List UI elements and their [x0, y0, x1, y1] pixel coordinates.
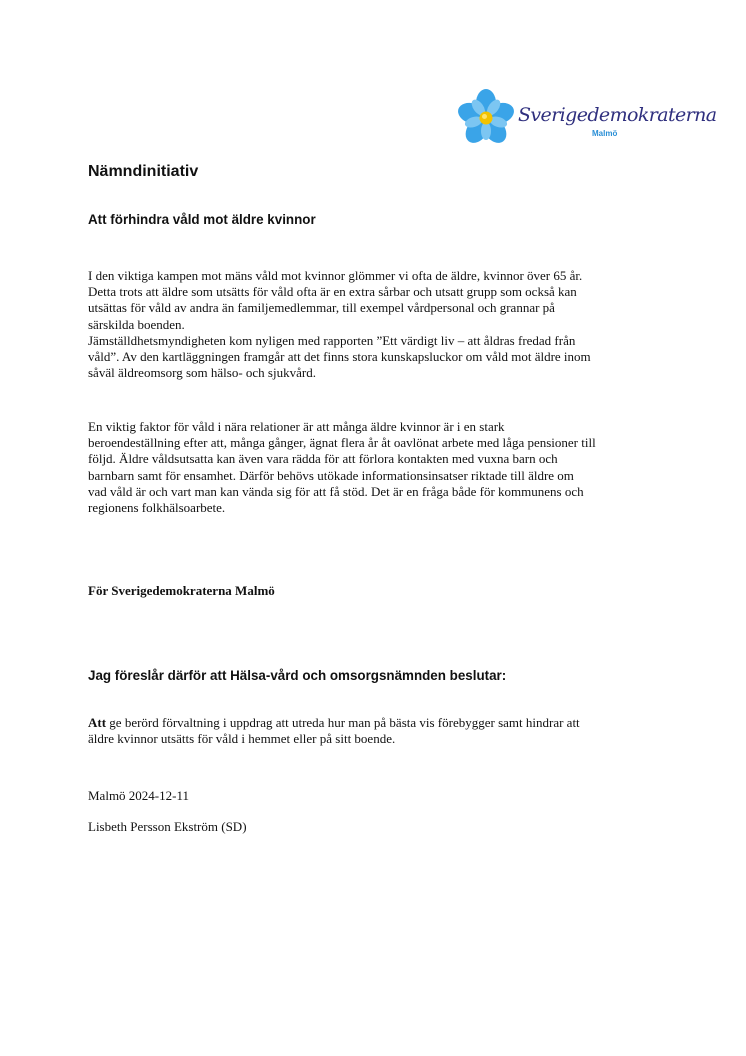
paragraph-factors: [88, 419, 668, 516]
document-date: Malmö 2024-12-11: [88, 788, 189, 803]
text-line: vad våld är och vart man kan vända sig för att få stöd. Det är en fråga både för kommunens och: [88, 483, 584, 499]
text-line: I den viktiga kampen mot mäns våld mot kvinnor glömmer vi ofta de äldre, kvinnor över 65 år.: [88, 268, 583, 283]
text-line: utsättas för våld av andra än familjemedlemmar, till exempel vårdpersonal och grannar på: [88, 300, 555, 316]
text-line: såväl äldreomsorg som hälso- och sjukvård.: [88, 365, 316, 381]
text-line: följd. Äldre våldsutsatta kan även vara rädda för att förlora kontakten med vuxna barn och: [88, 451, 558, 467]
document-author: Lisbeth Persson Ekström (SD): [88, 819, 247, 834]
text-line: våld”. Av den kartläggningen framgår att det finns stora kunskapsluckor om våld mot äldre inom: [88, 349, 591, 365]
text-line: [88, 715, 668, 731]
proposal-line-1: ge berörd förvaltning i uppdrag att utreda hur man på bästa vis förebygger samt hindrar att: [106, 715, 580, 730]
proposal-lead: Att: [88, 715, 107, 730]
text-line: Jämställdhetsmyndigheten kom nyligen med rapporten ”Ett värdigt liv – att åldras fredad från: [88, 332, 576, 348]
text-line: Detta trots att äldre som utsätts för våld ofta är en extra sårbar och utsatt grupp som också kan: [88, 284, 577, 300]
logo-city: Malmö: [592, 129, 618, 138]
text-line: regionens folkhälsoarbete.: [88, 500, 226, 516]
proposal-text: [88, 715, 668, 747]
proposal-line-2: äldre kvinnor utsätts för våld i hemmet eller på sitt boende.: [88, 731, 396, 747]
paragraph-background: [88, 268, 668, 381]
party-logo: [458, 88, 717, 150]
proposal-heading: Jag föreslår därför att Hälsa-vård och omsorgsnämnden beslutar:: [88, 668, 507, 683]
document-subtitle: Att förhindra våld mot äldre kvinnor: [88, 212, 316, 227]
text-line: barnbarn samt för ensamhet. Därför behövs utökade informationsinsatser riktade till äldre om: [88, 467, 574, 483]
flower-icon: [458, 88, 520, 150]
logo-wordmark: Sverigedemokraterna: [518, 104, 717, 126]
text-line: En viktig faktor för våld i nära relationer är att många äldre kvinnor är i en stark: [88, 419, 505, 434]
signoff: För Sverigedemokraterna Malmö: [88, 583, 275, 598]
text-line: särskilda boenden.: [88, 316, 185, 332]
page-title: Nämndinitiativ: [88, 163, 199, 180]
text-line: beroendeställning efter att, många gånger, ägnat flera år åt oavlönat arbete med låga pensioner till: [88, 435, 596, 451]
